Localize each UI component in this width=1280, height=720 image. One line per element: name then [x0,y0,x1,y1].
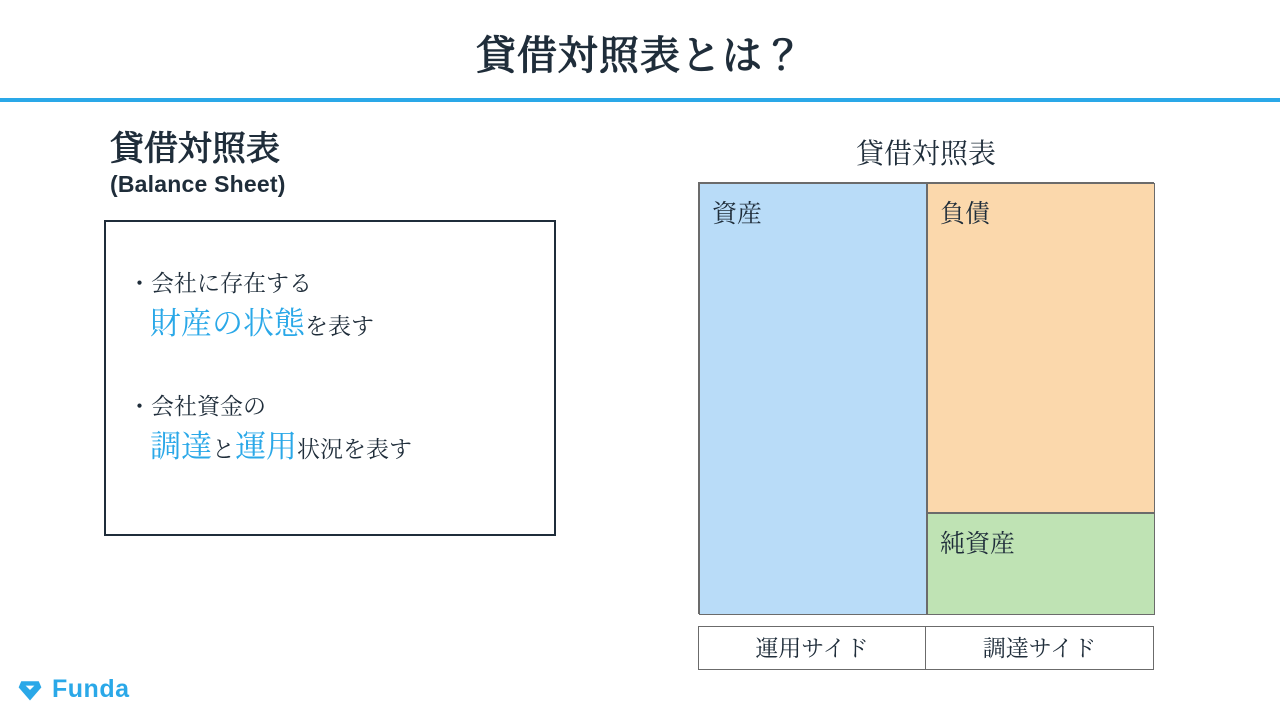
bullet-1-tail: を表す [305,312,374,339]
title-divider [0,98,1280,102]
balance-sheet-diagram [698,132,1154,670]
cell-liabilities: 負債 [927,183,1155,513]
bullet-2-tail: 状況を表す [297,435,412,462]
left-subheading: (Balance Sheet) [110,171,286,198]
bullet-item-1 [128,266,532,347]
bullet-2-line-2 [150,424,532,471]
left-heading: 貸借対照表 [110,130,280,168]
bullet-2-line-1: ・会社資金の [128,393,266,420]
bullet-1-highlight: 財産の状態 [150,305,305,341]
bullet-1-line-1: ・会社に存在する [128,270,312,297]
diamond-icon [16,676,44,704]
brand-name: Funda [52,675,130,703]
description-box [104,220,556,536]
bullet-2-highlight-a: 調達 [150,428,212,464]
bullet-item-2 [128,389,532,470]
cell-assets: 資産 [699,183,927,615]
bullet-2-highlight-b: 運用 [235,428,297,464]
page-title: 貸借対照表とは？ [476,34,804,78]
bullet-2-connector: と [212,435,235,462]
left-column [104,130,574,536]
bullet-1-line-2 [150,301,532,348]
diagram-footer [698,626,1154,670]
footer-cell-right: 調達サイド [926,626,1154,670]
diagram-caption: 貸借対照表 [855,138,996,169]
footer-cell-left: 運用サイド [698,626,926,670]
balance-sheet-table [698,182,1154,614]
cell-equity: 純資産 [927,513,1155,615]
brand-logo [16,675,130,704]
